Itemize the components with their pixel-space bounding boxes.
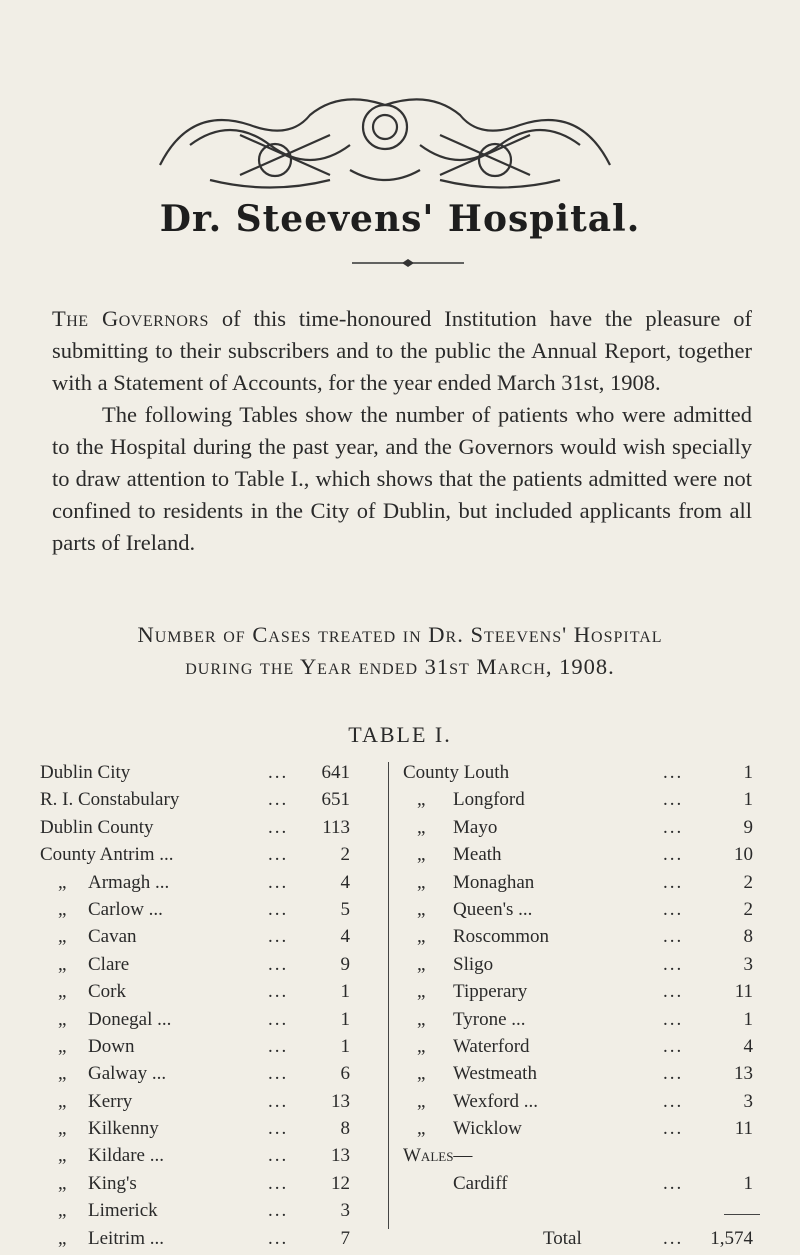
ditto-mark: „ xyxy=(58,1118,67,1140)
ditto-mark: „ xyxy=(58,1145,67,1167)
page-title: Dr. Steevens' Hospital. xyxy=(159,198,641,240)
table-row xyxy=(393,954,760,981)
leader-dots: ... xyxy=(268,1227,289,1249)
leader-dots: ... xyxy=(663,816,684,838)
ditto-mark: „ xyxy=(417,926,426,948)
row-value: 4 xyxy=(340,926,350,948)
ditto-mark: „ xyxy=(417,844,426,866)
row-value: 4 xyxy=(340,871,350,893)
table-row xyxy=(40,954,380,981)
table-row xyxy=(393,1118,760,1145)
ditto-mark: „ xyxy=(58,871,67,893)
row-label: Limerick xyxy=(88,1200,158,1222)
leader-dots: ... xyxy=(268,1090,289,1112)
title-divider xyxy=(352,258,464,268)
row-value: 10 xyxy=(734,844,753,866)
table-row xyxy=(393,1009,760,1036)
paragraph-text: of this time-honoured Institution have the pleasure of submitting to their subscribers and to the public the Annual Report, together with a Statement of Accounts, for the year ended March 31st, 1908. xyxy=(52,306,752,395)
paragraph-2: The following Tables show the number of patients who were admitted to the Hospital during the past year, and the Governors would wish specially to draw attention to Table I., which shows that the patients admitted were not confined to residents in the City of Dublin, but included applicants from all parts of Ireland. xyxy=(52,402,752,555)
row-label: Wales— xyxy=(403,1145,473,1167)
row-value: 8 xyxy=(743,926,753,948)
ditto-mark: „ xyxy=(58,1035,67,1057)
sum-rule xyxy=(724,1214,760,1215)
ditto-mark: „ xyxy=(417,953,426,975)
table-row xyxy=(40,926,380,953)
leader-dots: ... xyxy=(663,1035,684,1057)
table-row xyxy=(40,762,380,789)
leader-dots: ... xyxy=(268,762,289,783)
leader-dots: ... xyxy=(268,1008,289,1030)
leader-dots: ... xyxy=(268,1200,289,1222)
leader-dots: ... xyxy=(663,1090,684,1112)
leader-dots: ... xyxy=(268,981,289,1003)
leader-dots: ... xyxy=(663,789,684,811)
column-divider xyxy=(388,762,389,1229)
row-value: 3 xyxy=(743,1090,753,1112)
table-row xyxy=(40,844,380,871)
total-value: 1,574 xyxy=(710,1227,753,1249)
ditto-mark: „ xyxy=(417,1035,426,1057)
row-label: County Antrim ... xyxy=(40,844,174,866)
row-label: County Louth xyxy=(403,762,510,783)
decorative-ornament-icon xyxy=(150,85,620,195)
row-label: Longford xyxy=(453,789,525,811)
table-heading-line-1: Number of Cases treated in Dr. Steevens' Hospital xyxy=(137,622,663,647)
table-row xyxy=(393,762,760,789)
leader-dots: ... xyxy=(268,953,289,975)
row-value: 3 xyxy=(743,953,753,975)
total-label: Total xyxy=(543,1227,582,1249)
paragraph-lead: The Governors xyxy=(52,306,209,331)
row-value: 6 xyxy=(340,1063,350,1085)
row-value: 2 xyxy=(340,844,350,866)
leader-dots: ... xyxy=(663,1227,684,1249)
ditto-mark: „ xyxy=(417,1090,426,1112)
leader-dots: ... xyxy=(268,1172,289,1194)
row-label: Wicklow xyxy=(453,1118,522,1140)
row-label: Wexford ... xyxy=(453,1090,538,1112)
table-row xyxy=(40,1145,380,1172)
intro-text xyxy=(52,303,752,559)
table-row xyxy=(393,1091,760,1118)
ditto-mark: „ xyxy=(58,1172,67,1194)
table-row xyxy=(40,981,380,1008)
table-row xyxy=(393,844,760,871)
leader-dots: ... xyxy=(268,789,289,811)
leader-dots: ... xyxy=(663,844,684,866)
row-label: Leitrim ... xyxy=(88,1227,164,1249)
row-value: 1 xyxy=(743,1008,753,1030)
row-label: Kildare ... xyxy=(88,1145,164,1167)
ditto-mark: „ xyxy=(417,871,426,893)
row-label: Roscommon xyxy=(453,926,550,948)
row-value: 4 xyxy=(743,1035,753,1057)
leader-dots: ... xyxy=(663,981,684,1003)
leader-dots: ... xyxy=(268,1035,289,1057)
table-row xyxy=(40,872,380,899)
ditto-mark: „ xyxy=(58,953,67,975)
row-value: 11 xyxy=(734,1118,753,1140)
row-label: Donegal ... xyxy=(88,1008,172,1030)
leader-dots: ... xyxy=(268,898,289,920)
ditto-mark: „ xyxy=(58,898,67,920)
leader-dots: ... xyxy=(663,1063,684,1085)
row-value: 9 xyxy=(743,816,753,838)
leader-dots: ... xyxy=(268,816,289,838)
leader-dots: ... xyxy=(663,871,684,893)
ditto-mark: „ xyxy=(417,981,426,1003)
table-right-column xyxy=(393,762,760,1255)
row-label: Cardiff xyxy=(453,1172,508,1194)
row-label: Clare xyxy=(88,953,130,975)
row-label: Monaghan xyxy=(453,871,535,893)
row-value: 1 xyxy=(743,789,753,811)
table-row xyxy=(393,1145,760,1172)
row-label: Carlow ... xyxy=(88,898,163,920)
table-row xyxy=(40,1063,380,1090)
row-value: 13 xyxy=(331,1090,350,1112)
ditto-mark: „ xyxy=(58,981,67,1003)
row-value: 1 xyxy=(340,1035,350,1057)
table-title: TABLE I. xyxy=(348,722,452,747)
ditto-mark: „ xyxy=(58,1008,67,1030)
table-row xyxy=(40,789,380,816)
row-value: 641 xyxy=(321,762,350,783)
leader-dots: ... xyxy=(663,1118,684,1140)
table-row xyxy=(40,1173,380,1200)
row-value: 1 xyxy=(340,981,350,1003)
row-label: Dublin City xyxy=(40,762,131,783)
row-label: Armagh ... xyxy=(88,871,170,893)
row-value: 2 xyxy=(743,871,753,893)
row-value: 8 xyxy=(340,1118,350,1140)
table-row xyxy=(40,1118,380,1145)
ditto-mark: „ xyxy=(58,1090,67,1112)
row-value: 651 xyxy=(321,789,350,811)
table-row xyxy=(393,981,760,1008)
leader-dots: ... xyxy=(268,844,289,866)
table-row xyxy=(393,899,760,926)
table-row xyxy=(393,872,760,899)
row-value: 11 xyxy=(734,981,753,1003)
row-label: Kilkenny xyxy=(88,1118,159,1140)
table-row xyxy=(40,1036,380,1063)
leader-dots: ... xyxy=(663,953,684,975)
row-label: Dublin County xyxy=(40,816,154,838)
leader-dots: ... xyxy=(268,1145,289,1167)
leader-dots: ... xyxy=(268,1063,289,1085)
table-row xyxy=(40,1009,380,1036)
ditto-mark: „ xyxy=(417,1118,426,1140)
table-row xyxy=(393,926,760,953)
ditto-mark: „ xyxy=(58,1063,67,1085)
row-value: 1 xyxy=(743,762,753,783)
leader-dots: ... xyxy=(268,926,289,948)
table-row xyxy=(393,1036,760,1063)
leader-dots: ... xyxy=(663,926,684,948)
row-label: Sligo xyxy=(453,953,494,975)
ditto-mark: „ xyxy=(417,789,426,811)
table-row xyxy=(40,1091,380,1118)
ditto-mark: „ xyxy=(58,1227,67,1249)
table-row xyxy=(40,1228,380,1255)
table-row xyxy=(393,817,760,844)
paragraph-1 xyxy=(52,303,752,399)
row-label: Tipperary xyxy=(453,981,528,1003)
ditto-mark: „ xyxy=(417,898,426,920)
leader-dots: ... xyxy=(268,1118,289,1140)
row-label: Down xyxy=(88,1035,135,1057)
row-value: 3 xyxy=(340,1200,350,1222)
table-row xyxy=(393,1063,760,1090)
leader-dots: ... xyxy=(268,871,289,893)
row-label: Meath xyxy=(453,844,502,866)
row-value: 2 xyxy=(743,898,753,920)
table-row xyxy=(393,1200,760,1227)
table-left-column xyxy=(40,762,380,1255)
table-row xyxy=(40,817,380,844)
row-value: 5 xyxy=(340,898,350,920)
row-value: 9 xyxy=(340,953,350,975)
row-value: 1 xyxy=(743,1172,753,1194)
ditto-mark: „ xyxy=(417,1008,426,1030)
row-label: Kerry xyxy=(88,1090,133,1112)
table-row xyxy=(393,789,760,816)
leader-dots: ... xyxy=(663,1172,684,1194)
row-label: Queen's ... xyxy=(453,898,533,920)
ditto-mark: „ xyxy=(58,926,67,948)
ditto-mark: „ xyxy=(58,1200,67,1222)
table-row xyxy=(393,1173,760,1200)
leader-dots: ... xyxy=(663,762,684,783)
leader-dots: ... xyxy=(663,898,684,920)
row-label: R. I. Constabulary xyxy=(40,789,180,811)
row-value: 7 xyxy=(340,1227,350,1249)
row-value: 12 xyxy=(331,1172,350,1194)
row-value: 13 xyxy=(331,1145,350,1167)
row-label: Cavan xyxy=(88,926,137,948)
row-label: Galway ... xyxy=(88,1063,167,1085)
row-label: Mayo xyxy=(453,816,498,838)
table-heading-line-2: during the Year ended 31st March, 1908. xyxy=(185,654,615,679)
row-label: Waterford xyxy=(453,1035,530,1057)
row-label: Westmeath xyxy=(453,1063,537,1085)
row-label: Cork xyxy=(88,981,126,1003)
row-label: Tyrone ... xyxy=(453,1008,526,1030)
leader-dots: ... xyxy=(663,1008,684,1030)
row-label: King's xyxy=(88,1172,137,1194)
table-row xyxy=(40,1200,380,1227)
table-row xyxy=(40,899,380,926)
ditto-mark: „ xyxy=(417,1063,426,1085)
row-value: 13 xyxy=(734,1063,753,1085)
row-value: 113 xyxy=(322,816,350,838)
ditto-mark: „ xyxy=(417,816,426,838)
table-row xyxy=(393,1228,760,1255)
row-value: 1 xyxy=(340,1008,350,1030)
